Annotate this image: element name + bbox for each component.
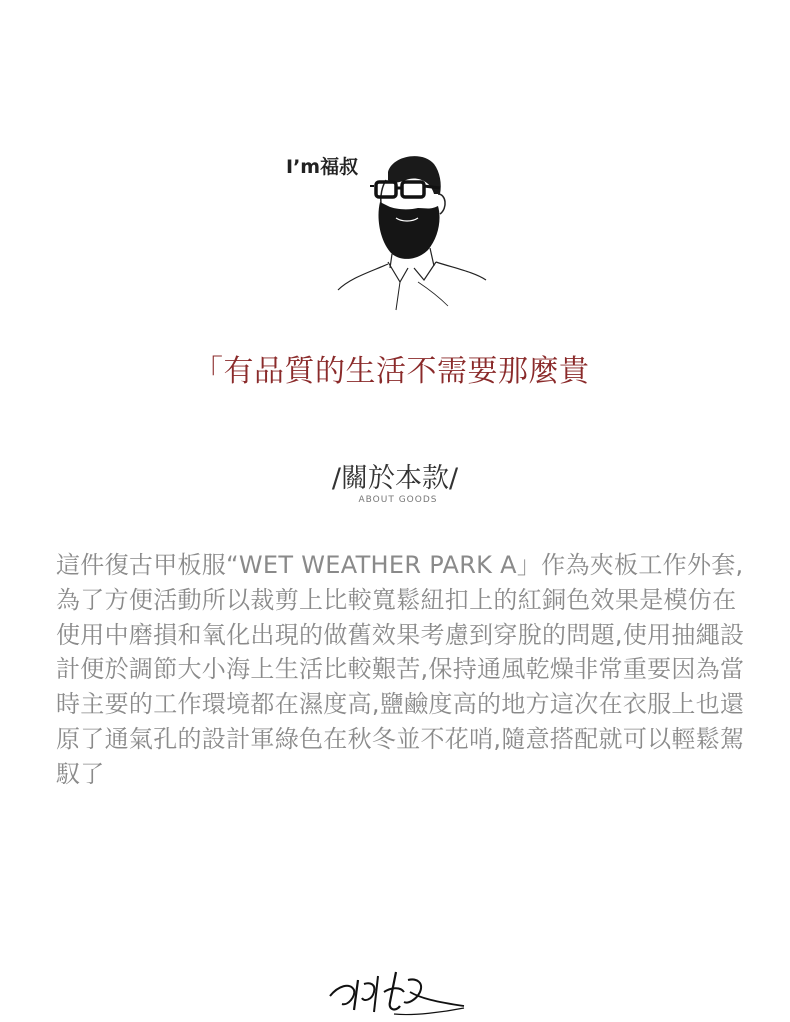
- slogan-text: 「有品質的生活不需要那麼貴: [193, 354, 590, 389]
- intro-name: I’m福叔: [286, 156, 359, 178]
- bearded-man-portrait-icon: [330, 150, 490, 315]
- product-description: 這件復古甲板服“WET WEATHER PARK A」作為夾板工作外套, 為了方便活動所以裁剪上比較寬鬆紐扣上的紅銅色效果是模仿在使用中磨損和氧化出現的做舊效果考慮到穿脫的問題,使用抽繩設計便於調節大小海上生活比較艱苦,保持通風乾燥非常重要因為當時主要的工作環境都在濕度高,鹽鹼度高的地方這次在衣服上也還原了通氣孔的設計軍綠色在秋冬並不花哨,隨意搭配就可以輕鬆駕馭了: [56, 551, 745, 788]
- signature-icon: [324, 962, 469, 1022]
- section-subtitle: ABOUT GOODS: [358, 495, 438, 505]
- section-title: /關於本款/: [331, 463, 459, 494]
